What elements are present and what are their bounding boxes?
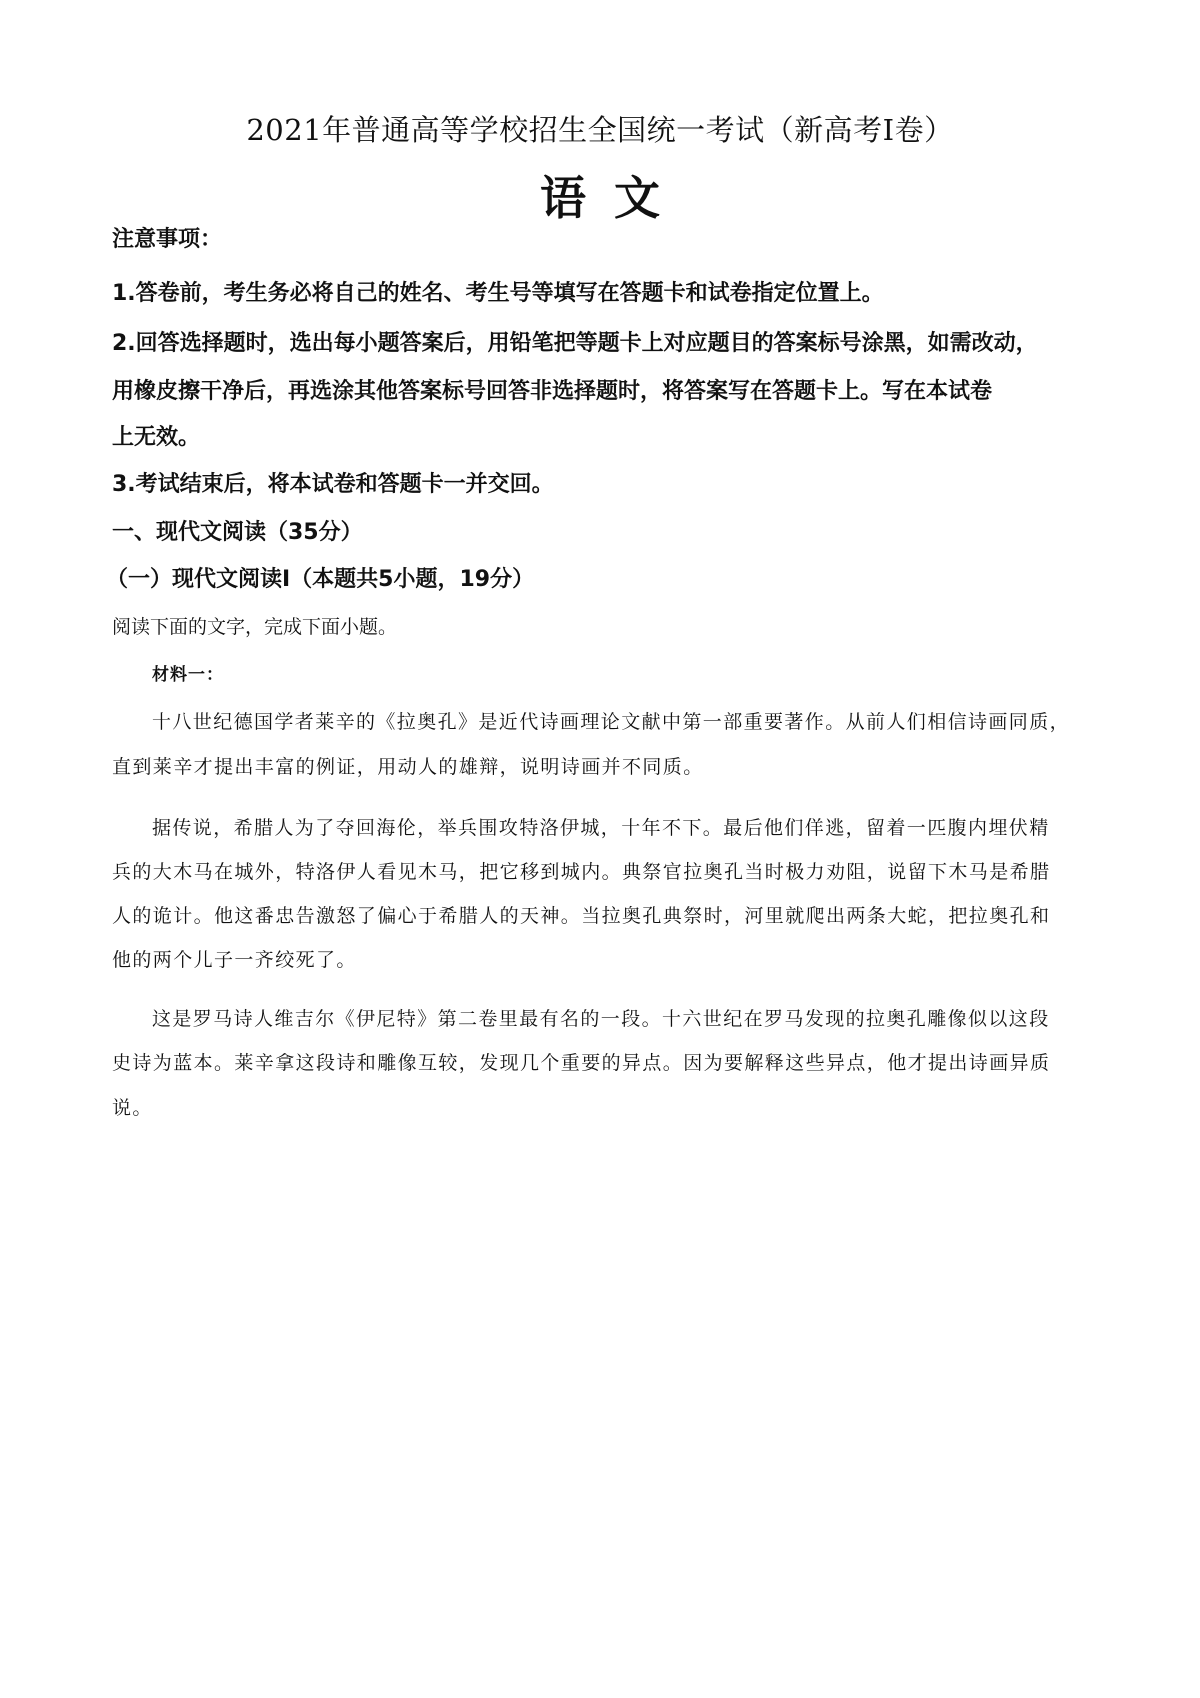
material-paragraph-2-line-4: 他的两个儿子一齐绞死了。 — [112, 949, 357, 971]
reading-instruction: 阅读下面的文字，完成下面小题。 — [112, 616, 398, 638]
notice-item-2-line-1: 2.回答选择题时，选出每小题答案后，用铅笔把等题卡上对应题目的答案标号涂黑，如需改动， — [112, 331, 1038, 356]
material-paragraph-2-line-2: 兵的大木马在城外，特洛伊人看见木马，把它移到城内。典祭官拉奥孔当时极力劝阻，说留下木马是希腊 — [112, 861, 1051, 883]
exam-title: 2021年普通高等学校招生全国统一考试（新高考Ⅰ卷） — [246, 113, 954, 147]
section-subheading: （一）现代文阅读Ⅰ（本题共5小题，19分） — [106, 567, 535, 592]
material-paragraph-1-line-1: 十八世纪德国学者莱辛的《拉奥孔》是近代诗画理论文献中第一部重要著作。从前人们相信诗画同质， — [152, 711, 1071, 733]
notice-item-3: 3.考试结束后，将本试卷和答题卡一并交回。 — [112, 472, 554, 497]
notice-item-1: 1.答卷前，考生务必将自己的姓名、考生号等填写在答题卡和试卷指定位置上。 — [112, 281, 884, 306]
notice-heading: 注意事项： — [112, 227, 223, 252]
material-paragraph-3-line-3: 说。 — [112, 1097, 153, 1119]
material-paragraph-3-line-1: 这是罗马诗人维吉尔《伊尼特》第二卷里最有名的一段。十六世纪在罗马发现的拉奥孔雕像似以这段 — [152, 1008, 1050, 1030]
material-paragraph-2-line-3: 人的诡计。他这番忠告激怒了偏心于希腊人的天神。当拉奥孔典祭时，河里就爬出两条大蛇，把拉奥孔和 — [112, 905, 1051, 927]
material-label: 材料一： — [152, 665, 224, 685]
material-paragraph-2-line-1: 据传说，希腊人为了夺回海伦，举兵围攻特洛伊城，十年不下。最后他们佯逃，留着一匹腹内埋伏精 — [152, 817, 1050, 839]
subject-title: 语文 — [540, 171, 688, 225]
notice-item-2-line-3: 上无效。 — [112, 425, 201, 450]
material-paragraph-1-line-2: 直到莱辛才提出丰富的例证，用动人的雄辩，说明诗画并不同质。 — [112, 756, 704, 778]
section-heading: 一、现代文阅读（35分） — [112, 520, 363, 545]
material-paragraph-3-line-2: 史诗为蓝本。莱辛拿这段诗和雕像互较，发现几个重要的异点。因为要解释这些异点，他才提出诗画异质 — [112, 1052, 1051, 1074]
notice-item-2-line-2: 用橡皮擦干净后，再选涂其他答案标号回答非选择题时，将答案写在答题卡上。写在本试卷 — [112, 379, 993, 404]
